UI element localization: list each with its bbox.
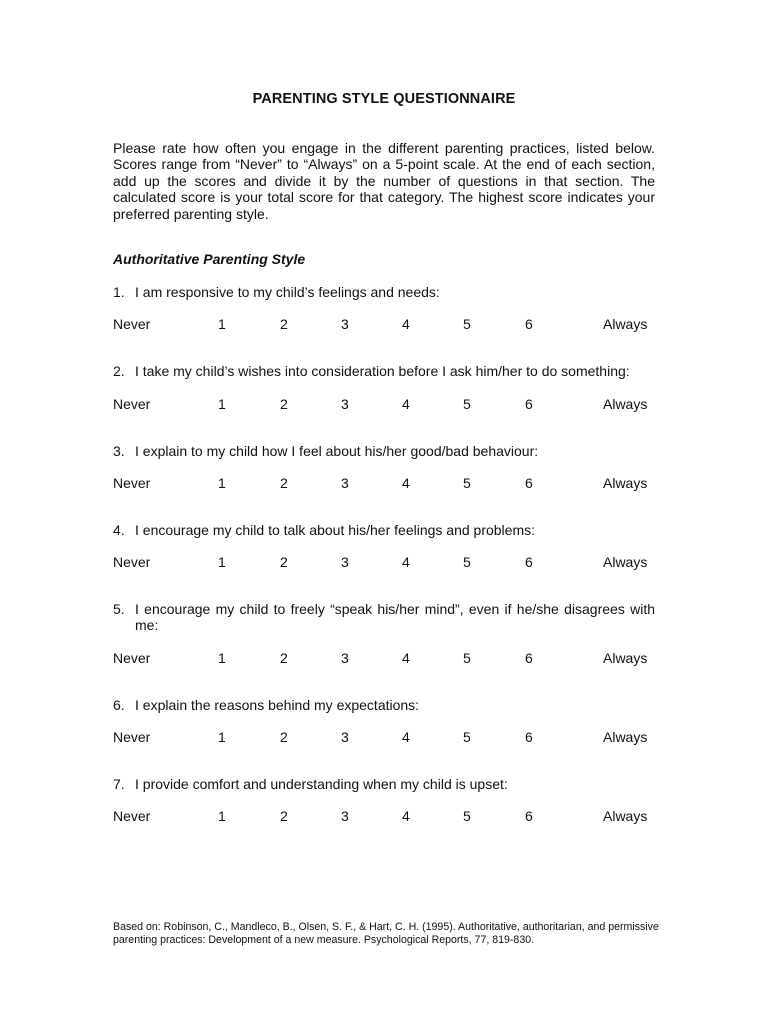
section-heading: Authoritative Parenting Style: [113, 251, 306, 267]
question-text: I explain to my child how I feel about his/her good/bad behaviour:: [135, 443, 539, 459]
scale-option-3[interactable]: 3: [341, 808, 349, 824]
question-4: [113, 522, 655, 538]
scale-option-3[interactable]: 3: [341, 729, 349, 745]
scale-label-always[interactable]: Always: [603, 316, 648, 332]
scale-label-never[interactable]: Never: [113, 316, 151, 332]
scale-label-always[interactable]: Always: [603, 554, 648, 570]
scale-option-6[interactable]: 6: [525, 808, 533, 824]
scale-option-1[interactable]: 1: [218, 650, 226, 666]
scale-option-5[interactable]: 5: [463, 808, 471, 824]
scale-label-never[interactable]: Never: [113, 650, 151, 666]
rating-scale-4: [0, 554, 768, 572]
question-number: 4.: [113, 522, 125, 538]
scale-option-5[interactable]: 5: [463, 729, 471, 745]
instructions-paragraph: Please rate how often you engage in the different parenting practices, listed below. Scores range from “Never” to “Always” on a 5-point scale. At the end of each section, add up the scores and divide it by the number of questions in that section. The calculated score is your total score for that category. The highest score indicates your preferred parenting style.: [113, 140, 655, 222]
scale-label-never[interactable]: Never: [113, 729, 151, 745]
scale-option-1[interactable]: 1: [218, 808, 226, 824]
scale-option-1[interactable]: 1: [218, 554, 226, 570]
scale-option-3[interactable]: 3: [341, 650, 349, 666]
scale-option-5[interactable]: 5: [463, 554, 471, 570]
rating-scale-3: [0, 475, 768, 493]
question-text: I am responsive to my child’s feelings and needs:: [135, 284, 440, 300]
scale-option-5[interactable]: 5: [463, 316, 471, 332]
scale-label-never[interactable]: Never: [113, 475, 151, 491]
scale-option-3[interactable]: 3: [341, 475, 349, 491]
scale-option-6[interactable]: 6: [525, 316, 533, 332]
scale-option-3[interactable]: 3: [341, 316, 349, 332]
question-5: [113, 601, 655, 634]
scale-option-2[interactable]: 2: [280, 396, 288, 412]
scale-option-4[interactable]: 4: [402, 396, 410, 412]
scale-option-4[interactable]: 4: [402, 729, 410, 745]
question-2: [113, 363, 655, 379]
question-text: I take my child’s wishes into consideration before I ask him/her to do something:: [135, 363, 630, 379]
scale-option-6[interactable]: 6: [525, 650, 533, 666]
scale-option-2[interactable]: 2: [280, 808, 288, 824]
scale-option-1[interactable]: 1: [218, 729, 226, 745]
scale-option-6[interactable]: 6: [525, 396, 533, 412]
scale-option-3[interactable]: 3: [341, 554, 349, 570]
scale-label-never[interactable]: Never: [113, 396, 151, 412]
scale-option-6[interactable]: 6: [525, 729, 533, 745]
question-7: [113, 776, 655, 792]
scale-option-2[interactable]: 2: [280, 316, 288, 332]
scale-label-always[interactable]: Always: [603, 475, 648, 491]
question-text: I explain the reasons behind my expectations:: [135, 697, 420, 713]
question-number: 3.: [113, 443, 125, 459]
scale-option-4[interactable]: 4: [402, 554, 410, 570]
question-number: 5.: [113, 601, 125, 617]
scale-option-4[interactable]: 4: [402, 475, 410, 491]
question-number: 6.: [113, 697, 125, 713]
scale-label-never[interactable]: Never: [113, 808, 151, 824]
scale-option-5[interactable]: 5: [463, 650, 471, 666]
question-6: [113, 697, 655, 713]
scale-option-2[interactable]: 2: [280, 554, 288, 570]
question-number: 2.: [113, 363, 125, 379]
scale-option-1[interactable]: 1: [218, 475, 226, 491]
question-number: 1.: [113, 284, 125, 300]
scale-label-never[interactable]: Never: [113, 554, 151, 570]
question-text: I provide comfort and understanding when my child is upset:: [135, 776, 508, 792]
scale-option-5[interactable]: 5: [463, 396, 471, 412]
scale-option-6[interactable]: 6: [525, 475, 533, 491]
question-text: I encourage my child to talk about his/her feelings and problems:: [135, 522, 536, 538]
scale-option-1[interactable]: 1: [218, 316, 226, 332]
question-text: I encourage my child to freely “speak his/her mind”, even if he/she disagrees with me:: [135, 601, 655, 634]
scale-label-always[interactable]: Always: [603, 729, 648, 745]
scale-option-2[interactable]: 2: [280, 650, 288, 666]
question-1: [113, 284, 655, 300]
scale-option-2[interactable]: 2: [280, 475, 288, 491]
rating-scale-5: [0, 650, 768, 668]
reference-footnote: Based on: Robinson, C., Mandleco, B., Olsen, S. F., & Hart, C. H. (1995). Authoritative, authoritarian, and permissive parenting practices: Development of a new measure. Psychological Reports, 77, 819-830.: [113, 921, 659, 946]
scale-label-always[interactable]: Always: [603, 396, 648, 412]
scale-option-4[interactable]: 4: [402, 650, 410, 666]
scale-option-5[interactable]: 5: [463, 475, 471, 491]
scale-option-4[interactable]: 4: [402, 808, 410, 824]
scale-option-1[interactable]: 1: [218, 396, 226, 412]
question-number: 7.: [113, 776, 125, 792]
scale-option-2[interactable]: 2: [280, 729, 288, 745]
question-3: [113, 443, 655, 459]
rating-scale-7: [0, 808, 768, 826]
scale-option-6[interactable]: 6: [525, 554, 533, 570]
rating-scale-6: [0, 729, 768, 747]
scale-option-3[interactable]: 3: [341, 396, 349, 412]
rating-scale-1: [0, 316, 768, 334]
scale-option-4[interactable]: 4: [402, 316, 410, 332]
scale-label-always[interactable]: Always: [603, 808, 648, 824]
rating-scale-2: [0, 396, 768, 414]
scale-label-always[interactable]: Always: [603, 650, 648, 666]
page-title: PARENTING STYLE QUESTIONNAIRE: [252, 91, 516, 107]
